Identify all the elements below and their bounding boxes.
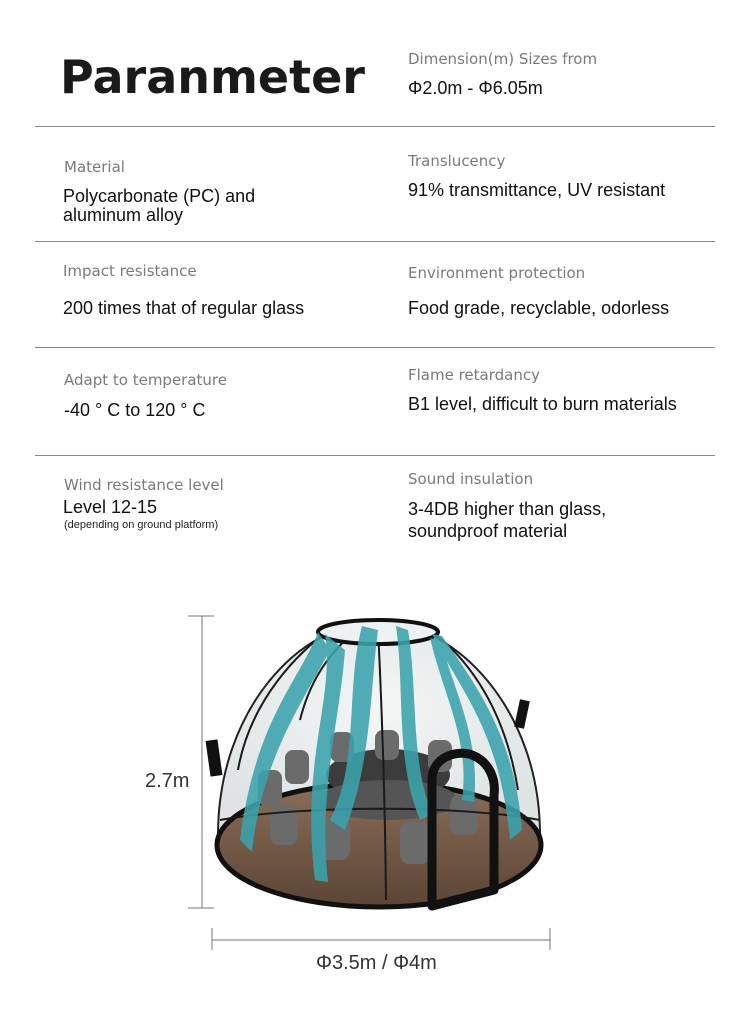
wind-label: Wind resistance level xyxy=(64,476,224,494)
temperature-label: Adapt to temperature xyxy=(64,371,227,389)
dimension-value: Φ2.0m - Φ6.05m xyxy=(408,78,543,98)
impact-label: Impact resistance xyxy=(63,262,197,280)
divider xyxy=(35,347,715,348)
material-value-line2: aluminum alloy xyxy=(63,205,184,225)
wind-value: Level 12-15 xyxy=(63,497,158,517)
material-label: Material xyxy=(64,158,125,176)
wind-note: (depending on ground platform) xyxy=(64,519,219,531)
translucency-value: 91% transmittance, UV resistant xyxy=(408,180,666,200)
flame-value: B1 level, difficult to burn materials xyxy=(408,394,677,414)
temperature-value: -40 ° C to 120 ° C xyxy=(64,400,206,420)
page-title: Paranmeter xyxy=(60,50,365,104)
flame-label: Flame retardancy xyxy=(408,366,540,384)
sound-label: Sound insulation xyxy=(408,470,534,488)
environment-value: Food grade, recyclable, odorless xyxy=(408,298,670,318)
environment-label: Environment protection xyxy=(408,264,586,282)
dome-structure xyxy=(206,620,541,907)
height-label: 2.7m xyxy=(145,770,190,792)
translucency-label: Translucency xyxy=(408,152,506,170)
diameter-label: Φ3.5m / Φ4m xyxy=(316,952,437,974)
dome-diagram xyxy=(0,590,750,990)
sound-value-line2: soundproof material xyxy=(408,521,568,541)
divider xyxy=(35,126,715,127)
dimension-label: Dimension(m) Sizes from xyxy=(408,50,598,68)
material-value-line1: Polycarbonate (PC) and xyxy=(63,186,256,206)
divider xyxy=(35,241,715,242)
impact-value: 200 times that of regular glass xyxy=(63,298,305,318)
sound-value-line1: 3-4DB higher than glass, xyxy=(408,499,607,519)
divider xyxy=(35,455,715,456)
diameter-dimension-line xyxy=(212,928,550,950)
